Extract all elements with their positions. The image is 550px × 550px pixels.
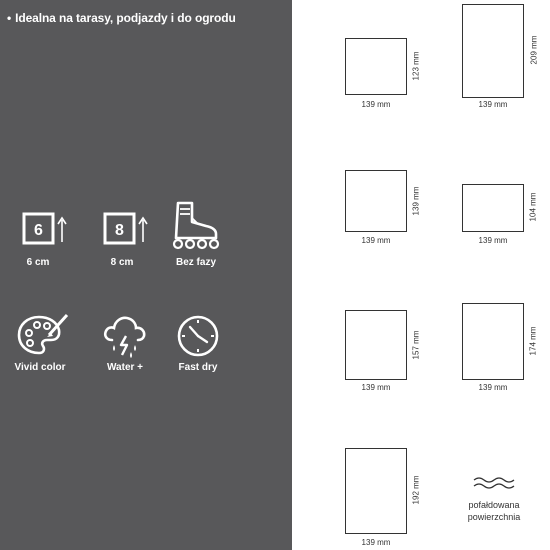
tile-139x139 bbox=[345, 170, 407, 232]
tile-3-height: 139 mm bbox=[411, 186, 421, 216]
tile-4-height: 104 mm bbox=[528, 192, 538, 222]
wavy-surface-icon bbox=[472, 476, 516, 490]
tile-3-width: 139 mm bbox=[361, 236, 391, 245]
headline bbox=[7, 11, 236, 25]
tile-6-width: 139 mm bbox=[478, 383, 508, 392]
clock-icon bbox=[176, 314, 220, 358]
tile-4-width: 139 mm bbox=[478, 236, 508, 245]
feature-label-8cm: 8 cm bbox=[110, 257, 134, 268]
legend-line-2: powierzchnia bbox=[467, 512, 521, 522]
feature-label-fast-dry: Fast dry bbox=[178, 362, 218, 373]
tile-1-height: 123 mm bbox=[411, 51, 421, 81]
feature-label-water-plus: Water + bbox=[106, 362, 144, 373]
thickness-6-digit: 6 bbox=[34, 222, 43, 239]
tile-6-height: 174 mm bbox=[528, 326, 538, 356]
tile-2-width: 139 mm bbox=[478, 100, 508, 109]
tile-5-height: 157 mm bbox=[411, 330, 421, 360]
rain-cloud-icon bbox=[102, 312, 148, 360]
legend-line-1: pofałdowana bbox=[468, 500, 520, 510]
thickness-8-icon bbox=[103, 212, 149, 246]
bullet-mark: • bbox=[7, 11, 12, 25]
tile-2-height: 209 mm bbox=[529, 35, 539, 65]
legend-label bbox=[468, 499, 521, 523]
tile-139x123 bbox=[345, 38, 407, 95]
tile-1-width: 139 mm bbox=[361, 100, 391, 109]
tile-7-height: 192 mm bbox=[411, 475, 421, 505]
rollerblade-icon bbox=[170, 200, 222, 250]
feature-label-vivid-color: Vivid color bbox=[14, 362, 66, 373]
feature-label-6cm: 6 cm bbox=[26, 257, 50, 268]
tile-139x174 bbox=[462, 303, 524, 380]
tile-139x209 bbox=[462, 4, 524, 98]
headline-text: Idealna na tarasy, podjazdy i do ogrodu bbox=[15, 11, 236, 25]
paint-palette-icon bbox=[17, 313, 71, 357]
tile-5-width: 139 mm bbox=[361, 383, 391, 392]
tile-7-width: 139 mm bbox=[361, 538, 391, 547]
tile-139x104 bbox=[462, 184, 524, 232]
feature-label-bez-fazy: Bez fazy bbox=[175, 257, 217, 268]
thickness-8-digit: 8 bbox=[115, 222, 124, 239]
tile-139x157 bbox=[345, 310, 407, 380]
tile-139x192 bbox=[345, 448, 407, 534]
thickness-6-icon bbox=[22, 212, 68, 246]
